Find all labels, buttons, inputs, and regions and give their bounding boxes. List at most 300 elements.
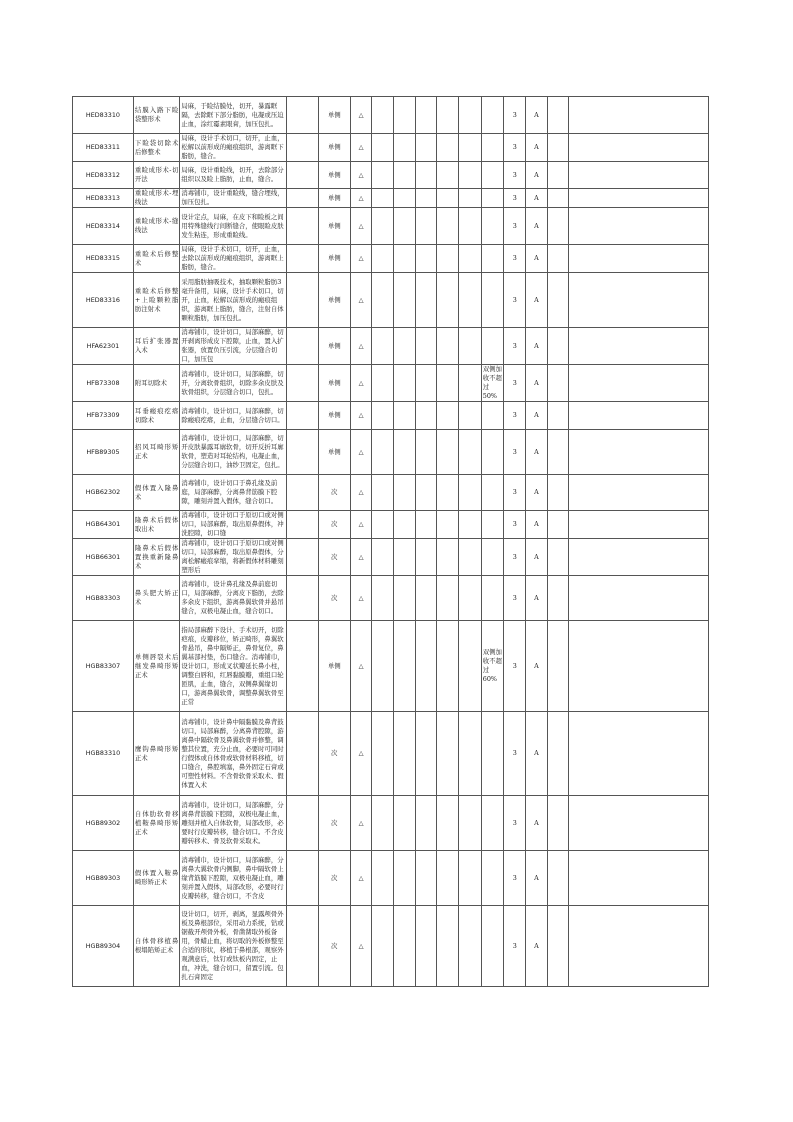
blank-cell — [547, 539, 569, 576]
category-letter: A — [526, 328, 548, 365]
category-letter: A — [526, 208, 548, 245]
category-letter: A — [526, 906, 548, 987]
item-code: HED83312 — [73, 162, 134, 189]
pricing-unit: 单侧 — [318, 328, 350, 365]
exclusion-cell — [286, 576, 318, 621]
remark-cell: 双侧加收不超过50% — [481, 365, 504, 402]
exclusion-cell — [286, 402, 318, 430]
blank-cell — [547, 621, 569, 712]
category-number: 3 — [504, 97, 526, 134]
pricing-unit: 单侧 — [318, 208, 350, 245]
blank-cell — [547, 162, 569, 189]
price-cell — [459, 189, 482, 208]
price-cell — [372, 365, 394, 402]
category-letter: A — [526, 430, 548, 475]
remark-cell: 双侧加收不超过60% — [481, 621, 504, 712]
remark-cell — [481, 134, 504, 162]
price-cell — [394, 796, 416, 851]
table-row — [73, 851, 709, 906]
category-letter: A — [526, 162, 548, 189]
exclusion-cell — [286, 365, 318, 402]
pricing-unit: 次 — [318, 576, 350, 621]
price-cell — [459, 576, 482, 621]
pricing-unit: 次 — [318, 851, 350, 906]
category-number: 3 — [504, 621, 526, 712]
price-cell — [415, 430, 437, 475]
table-row — [73, 189, 709, 208]
item-code: HED83316 — [73, 273, 134, 328]
category-number: 3 — [504, 189, 526, 208]
item-name: 假体置入隆鼻术 — [133, 475, 179, 511]
category-letter: A — [526, 511, 548, 539]
triangle-mark: △ — [350, 475, 372, 511]
pricing-unit: 单侧 — [318, 430, 350, 475]
remark-cell — [481, 539, 504, 576]
price-cell — [415, 576, 437, 621]
triangle-mark: △ — [350, 796, 372, 851]
blank-cell — [569, 245, 709, 273]
blank-cell — [547, 245, 569, 273]
item-name: 隆鼻术后假体置换重新隆鼻术 — [133, 539, 179, 576]
price-cell — [459, 208, 482, 245]
category-letter: A — [526, 851, 548, 906]
blank-cell — [547, 328, 569, 365]
item-code: HED83310 — [73, 97, 134, 134]
table-row — [73, 511, 709, 539]
exclusion-cell — [286, 430, 318, 475]
category-letter: A — [526, 189, 548, 208]
category-letter: A — [526, 576, 548, 621]
item-code: HGB83310 — [73, 712, 134, 796]
blank-cell — [569, 621, 709, 712]
remark-cell — [481, 796, 504, 851]
table-row — [73, 796, 709, 851]
category-number: 3 — [504, 851, 526, 906]
remark-cell — [481, 245, 504, 273]
item-description: 消毒铺巾，设计切口于原切口或对侧切口，局部麻醉，取出原鼻假体，冲洗腔隙，切口缝 — [180, 511, 286, 539]
category-letter: A — [526, 245, 548, 273]
blank-cell — [569, 539, 709, 576]
blank-cell — [547, 134, 569, 162]
triangle-mark: △ — [350, 162, 372, 189]
blank-cell — [547, 273, 569, 328]
category-number: 3 — [504, 511, 526, 539]
price-cell — [415, 97, 437, 134]
price-cell — [415, 189, 437, 208]
price-cell — [459, 539, 482, 576]
item-description: 消毒铺巾，设计切口于原切口或对侧切口，局部麻醉，取出原鼻假体，分离松解瘢痕挛缩，将新假体材料雕刻塑形后 — [180, 539, 286, 576]
price-cell — [372, 712, 394, 796]
item-name: 重睑成形术-缝线法 — [133, 208, 179, 245]
category-number: 3 — [504, 134, 526, 162]
item-name: 自体骨移植鼻根塌陷矫正术 — [133, 906, 179, 987]
pricing-unit: 次 — [318, 712, 350, 796]
price-cell — [415, 511, 437, 539]
exclusion-cell — [286, 245, 318, 273]
price-cell — [394, 97, 416, 134]
price-cell — [394, 273, 416, 328]
exclusion-cell — [286, 511, 318, 539]
price-cell — [437, 475, 459, 511]
pricing-unit: 单侧 — [318, 402, 350, 430]
remark-cell — [481, 328, 504, 365]
price-cell — [437, 134, 459, 162]
price-cell — [437, 273, 459, 328]
price-cell — [459, 475, 482, 511]
pricing-unit: 单侧 — [318, 162, 350, 189]
price-cell — [394, 402, 416, 430]
triangle-mark: △ — [350, 328, 372, 365]
price-cell — [415, 162, 437, 189]
item-code: HGB62302 — [73, 475, 134, 511]
category-letter: A — [526, 539, 548, 576]
category-number: 3 — [504, 906, 526, 987]
remark-cell — [481, 97, 504, 134]
pricing-unit: 单侧 — [318, 189, 350, 208]
triangle-mark: △ — [350, 712, 372, 796]
category-number: 3 — [504, 430, 526, 475]
fee-item-table — [72, 96, 709, 987]
category-number: 3 — [504, 245, 526, 273]
table-row — [73, 712, 709, 796]
price-cell — [394, 851, 416, 906]
exclusion-cell — [286, 97, 318, 134]
item-name: 重睑成形术-埋线法 — [134, 189, 179, 206]
item-description: 消毒铺巾，设计切口，局部麻醉，切开剥离形成皮下腔隙，止血，置入扩张器，放置负压引流，分层缝合切口，加压包 — [180, 328, 286, 365]
price-cell — [372, 328, 394, 365]
price-cell — [437, 430, 459, 475]
item-name: 下睑袋切除术后修整术 — [133, 134, 179, 162]
price-cell — [415, 712, 437, 796]
blank-cell — [569, 134, 709, 162]
blank-cell — [547, 97, 569, 134]
triangle-mark: △ — [350, 430, 372, 475]
item-code: HGB89304 — [73, 906, 134, 987]
category-letter: A — [526, 365, 548, 402]
exclusion-cell — [286, 796, 318, 851]
table-row — [73, 273, 709, 328]
blank-cell — [547, 402, 569, 430]
blank-cell — [569, 273, 709, 328]
price-cell — [394, 475, 416, 511]
price-cell — [394, 134, 416, 162]
price-cell — [415, 365, 437, 402]
price-cell — [415, 906, 437, 987]
price-cell — [415, 796, 437, 851]
item-name: 招风耳畸形矫正术 — [133, 430, 179, 475]
category-number: 3 — [504, 576, 526, 621]
price-cell — [437, 402, 459, 430]
price-cell — [415, 245, 437, 273]
blank-cell — [569, 97, 709, 134]
triangle-mark: △ — [350, 365, 372, 402]
exclusion-cell — [286, 273, 318, 328]
price-cell — [394, 245, 416, 273]
category-letter: A — [526, 712, 548, 796]
price-cell — [394, 906, 416, 987]
item-name: 耳垂瘢痕疙瘩切除术 — [133, 402, 179, 430]
category-number: 3 — [504, 273, 526, 328]
pricing-unit: 次 — [318, 796, 350, 851]
item-name: 重睑成形术-切开法 — [133, 162, 179, 189]
price-cell — [394, 539, 416, 576]
exclusion-cell — [286, 475, 318, 511]
pricing-unit: 次 — [318, 475, 350, 511]
price-cell — [372, 430, 394, 475]
price-cell — [372, 208, 394, 245]
table-row — [73, 576, 709, 621]
blank-cell — [569, 328, 709, 365]
exclusion-cell — [286, 162, 318, 189]
price-cell — [394, 576, 416, 621]
triangle-mark: △ — [350, 906, 372, 987]
price-cell — [459, 162, 482, 189]
price-cell — [459, 273, 482, 328]
price-cell — [459, 906, 482, 987]
category-letter: A — [526, 475, 548, 511]
category-number: 3 — [504, 475, 526, 511]
blank-cell — [547, 851, 569, 906]
price-cell — [437, 245, 459, 273]
blank-cell — [569, 208, 709, 245]
category-number: 3 — [504, 539, 526, 576]
blank-cell — [569, 796, 709, 851]
item-name: 附耳切除术 — [133, 365, 179, 402]
triangle-mark: △ — [350, 273, 372, 328]
blank-cell — [569, 576, 709, 621]
item-name: 鹰钩鼻畸形矫正术 — [133, 712, 179, 796]
price-cell — [372, 539, 394, 576]
table-row — [73, 208, 709, 245]
price-cell — [437, 365, 459, 402]
table-row — [73, 162, 709, 189]
price-cell — [372, 576, 394, 621]
triangle-mark: △ — [350, 851, 372, 906]
table-row — [73, 365, 709, 402]
item-code: HED83315 — [73, 245, 134, 273]
item-code: HFB89305 — [73, 430, 134, 475]
blank-cell — [547, 906, 569, 987]
pricing-unit: 单侧 — [318, 134, 350, 162]
price-cell — [372, 97, 394, 134]
blank-cell — [547, 475, 569, 511]
blank-cell — [569, 906, 709, 987]
price-cell — [459, 796, 482, 851]
price-cell — [459, 134, 482, 162]
blank-cell — [569, 430, 709, 475]
triangle-mark: △ — [350, 511, 372, 539]
item-code: HED83311 — [73, 134, 134, 162]
blank-cell — [569, 162, 709, 189]
price-cell — [394, 365, 416, 402]
price-cell — [459, 402, 482, 430]
pricing-unit: 单侧 — [318, 245, 350, 273]
price-cell — [437, 189, 459, 208]
item-name: 耳后扩张器置入术 — [133, 328, 179, 365]
remark-cell — [481, 430, 504, 475]
blank-cell — [569, 712, 709, 796]
item-description: 消毒铺巾，设计切口，局部麻醉，切开皮肤暴露耳廓软骨，切开反折耳廓软骨，塑造对耳轮结构，电凝止血，分层缝合切口，油纱卫固定，包扎。 — [180, 430, 286, 475]
category-number: 3 — [504, 365, 526, 402]
pricing-unit: 次 — [318, 511, 350, 539]
blank-cell — [569, 475, 709, 511]
remark-cell — [481, 712, 504, 796]
pricing-unit: 次 — [318, 906, 350, 987]
remark-cell — [481, 402, 504, 430]
table-row — [73, 328, 709, 365]
remark-cell — [481, 511, 504, 539]
table-row — [73, 906, 709, 987]
item-code: HED83314 — [73, 208, 134, 245]
price-cell — [437, 328, 459, 365]
item-description: 设计切口，切开，剥离，显露颅骨外板及鼻根部位，采用动力系统，钻或锯截开颅骨外板，骨凿凿取外板备用，骨蜡止血，将切取的外板修整至合适的形状，移植于鼻根部，观察外观满意后，钛钉或钛板内固定，止血，冲洗，缝合切口，留置引流。包扎石膏固定 — [180, 906, 286, 987]
price-cell — [372, 796, 394, 851]
category-letter: A — [526, 402, 548, 430]
price-cell — [372, 162, 394, 189]
exclusion-cell — [286, 134, 318, 162]
triangle-mark: △ — [350, 539, 372, 576]
price-cell — [437, 576, 459, 621]
price-cell — [415, 475, 437, 511]
item-name: 隆鼻术后假体取出术 — [133, 511, 179, 539]
price-cell — [415, 851, 437, 906]
remark-cell — [481, 189, 504, 208]
price-cell — [372, 273, 394, 328]
triangle-mark: △ — [350, 134, 372, 162]
item-name: 自体肋软骨移植鞍鼻畸形矫正术 — [133, 796, 179, 851]
item-code: HGB64301 — [73, 511, 134, 539]
price-cell — [394, 430, 416, 475]
remark-cell — [481, 208, 504, 245]
triangle-mark: △ — [350, 208, 372, 245]
item-description: 消毒铺巾，设计鼻中隔黏膜及鼻背鼓切口，局部麻醉，分离鼻背腔隙，游离鼻中隔软骨及鼻翼软骨并修整，调整其位置，充分止血，必要时可同时行假体或自体骨或软骨材料移植，切口缝合，鼻腔填塞，鼻外固定石膏或可塑性材料。不含骨软骨采取术、假体置入术 — [180, 712, 286, 796]
item-description: 局麻，设计手术切口，切开，止血，松解以前形成的瘢痕组织，游离眶下脂肪，缝合。 — [180, 134, 286, 162]
item-description: 消毒铺巾，设计重睑线，缝合埋线，加压包扎。 — [180, 189, 286, 208]
price-cell — [437, 97, 459, 134]
price-cell — [437, 208, 459, 245]
item-description: 消毒铺巾，设计切口于鼻孔缘及前庭，局部麻醉，分离鼻背筋膜下腔隙，雕刻并置入假体，缝合切口。 — [180, 475, 286, 511]
price-cell — [459, 621, 482, 712]
price-cell — [372, 245, 394, 273]
blank-cell — [547, 430, 569, 475]
category-letter: A — [526, 97, 548, 134]
pricing-unit: 次 — [318, 539, 350, 576]
category-number: 3 — [504, 208, 526, 245]
blank-cell — [569, 189, 709, 208]
blank-cell — [547, 511, 569, 539]
item-code: HGB66301 — [73, 539, 134, 576]
price-cell — [372, 189, 394, 208]
category-number: 3 — [504, 796, 526, 851]
price-cell — [415, 539, 437, 576]
price-cell — [459, 97, 482, 134]
price-cell — [415, 402, 437, 430]
item-description: 设计定点，局麻，在皮下和睑板之间用特殊缝线行间断缝合，使眼睑皮肤发生粘连，形成重睑线。 — [180, 208, 286, 245]
price-cell — [394, 208, 416, 245]
remark-cell — [481, 475, 504, 511]
item-code: HGB89302 — [73, 796, 134, 851]
price-cell — [415, 273, 437, 328]
remark-cell — [481, 162, 504, 189]
item-description: 消毒铺巾，设计鼻孔缘及鼻前庭切口，局部麻醉，分离皮下脂肪，去除多余皮下组织，游离鼻翼软骨并悬吊缝合，双极电凝止血，缝合切口。 — [180, 576, 286, 621]
item-description: 局麻，于睑结膜处，切开，暴露眶隔，去除眶下部分脂肪，电凝或压迫止血，涂红霉素眼膏，加压包扎。 — [180, 97, 286, 134]
blank-cell — [569, 402, 709, 430]
triangle-mark: △ — [350, 245, 372, 273]
category-letter: A — [526, 621, 548, 712]
price-cell — [459, 430, 482, 475]
pricing-unit: 单侧 — [318, 365, 350, 402]
blank-cell — [569, 851, 709, 906]
item-code: HFA62301 — [73, 328, 134, 365]
exclusion-cell — [286, 208, 318, 245]
price-cell — [372, 906, 394, 987]
item-name: 单侧唇裂术后继发鼻畸形矫正术 — [133, 621, 179, 712]
category-letter: A — [526, 134, 548, 162]
price-cell — [372, 511, 394, 539]
item-code: HFB73308 — [73, 365, 134, 402]
blank-cell — [547, 576, 569, 621]
price-cell — [394, 189, 416, 208]
price-cell — [372, 475, 394, 511]
exclusion-cell — [286, 851, 318, 906]
item-description: 消毒铺巾，设计切口，局部麻醉，切除瘢痕疙瘩，止血，分层缝合切口。 — [180, 402, 286, 430]
price-cell — [459, 712, 482, 796]
price-cell — [437, 539, 459, 576]
item-description: 采用脂肪抽吸技术，抽取颗粒脂肪3毫升备用，局麻，设计手术切口，切开，止血，松解以前形成的瘢痕组织，游离眶上脂肪，缝合，注射自体颗粒脂肪，加压包扎。 — [180, 273, 286, 328]
item-name: 鼻头肥大矫正术 — [133, 576, 179, 621]
table-row — [73, 539, 709, 576]
price-cell — [459, 245, 482, 273]
price-cell — [372, 402, 394, 430]
exclusion-cell — [286, 906, 318, 987]
price-cell — [459, 851, 482, 906]
price-cell — [372, 851, 394, 906]
table-row — [73, 475, 709, 511]
price-cell — [415, 328, 437, 365]
item-name: 假体置入鞍鼻畸形矫正术 — [133, 851, 179, 906]
price-cell — [394, 162, 416, 189]
table-row — [73, 245, 709, 273]
item-code: HED83313 — [73, 189, 134, 208]
blank-cell — [569, 511, 709, 539]
price-cell — [372, 134, 394, 162]
price-cell — [437, 906, 459, 987]
triangle-mark: △ — [350, 402, 372, 430]
table-row — [73, 402, 709, 430]
exclusion-cell — [286, 539, 318, 576]
item-description: 消毒铺巾，设计切口，局部麻醉，分离鼻大翼软骨内侧脚，鼻中隔软骨上缘背筋膜下腔隙，双极电凝止血，雕刻并置入假体，局部改形，必要时行皮瓣转移，缝合切口，不含皮 — [180, 851, 286, 906]
pricing-unit: 单侧 — [318, 621, 350, 712]
blank-cell — [547, 796, 569, 851]
blank-cell — [547, 208, 569, 245]
remark-cell — [481, 851, 504, 906]
table-row — [73, 430, 709, 475]
price-cell — [394, 511, 416, 539]
item-description: 消毒铺巾，设计切口，局部麻醉，切开，分离软骨组织，切除多余皮肤及软骨组织，分层缝合切口，包扎。 — [180, 365, 286, 402]
price-cell — [394, 712, 416, 796]
price-cell — [415, 134, 437, 162]
category-number: 3 — [504, 712, 526, 796]
table-row — [73, 97, 709, 134]
item-name: 重睑术后修整+上睑颗粒脂肪注射术 — [133, 273, 179, 328]
exclusion-cell — [286, 328, 318, 365]
blank-cell — [547, 712, 569, 796]
triangle-mark: △ — [350, 621, 372, 712]
category-number: 3 — [504, 162, 526, 189]
remark-cell — [481, 576, 504, 621]
item-description: 局麻，设计重睑线，切开，去除部分组织以及睑上脂肪，止血，缝合。 — [180, 162, 286, 189]
remark-cell — [481, 273, 504, 328]
